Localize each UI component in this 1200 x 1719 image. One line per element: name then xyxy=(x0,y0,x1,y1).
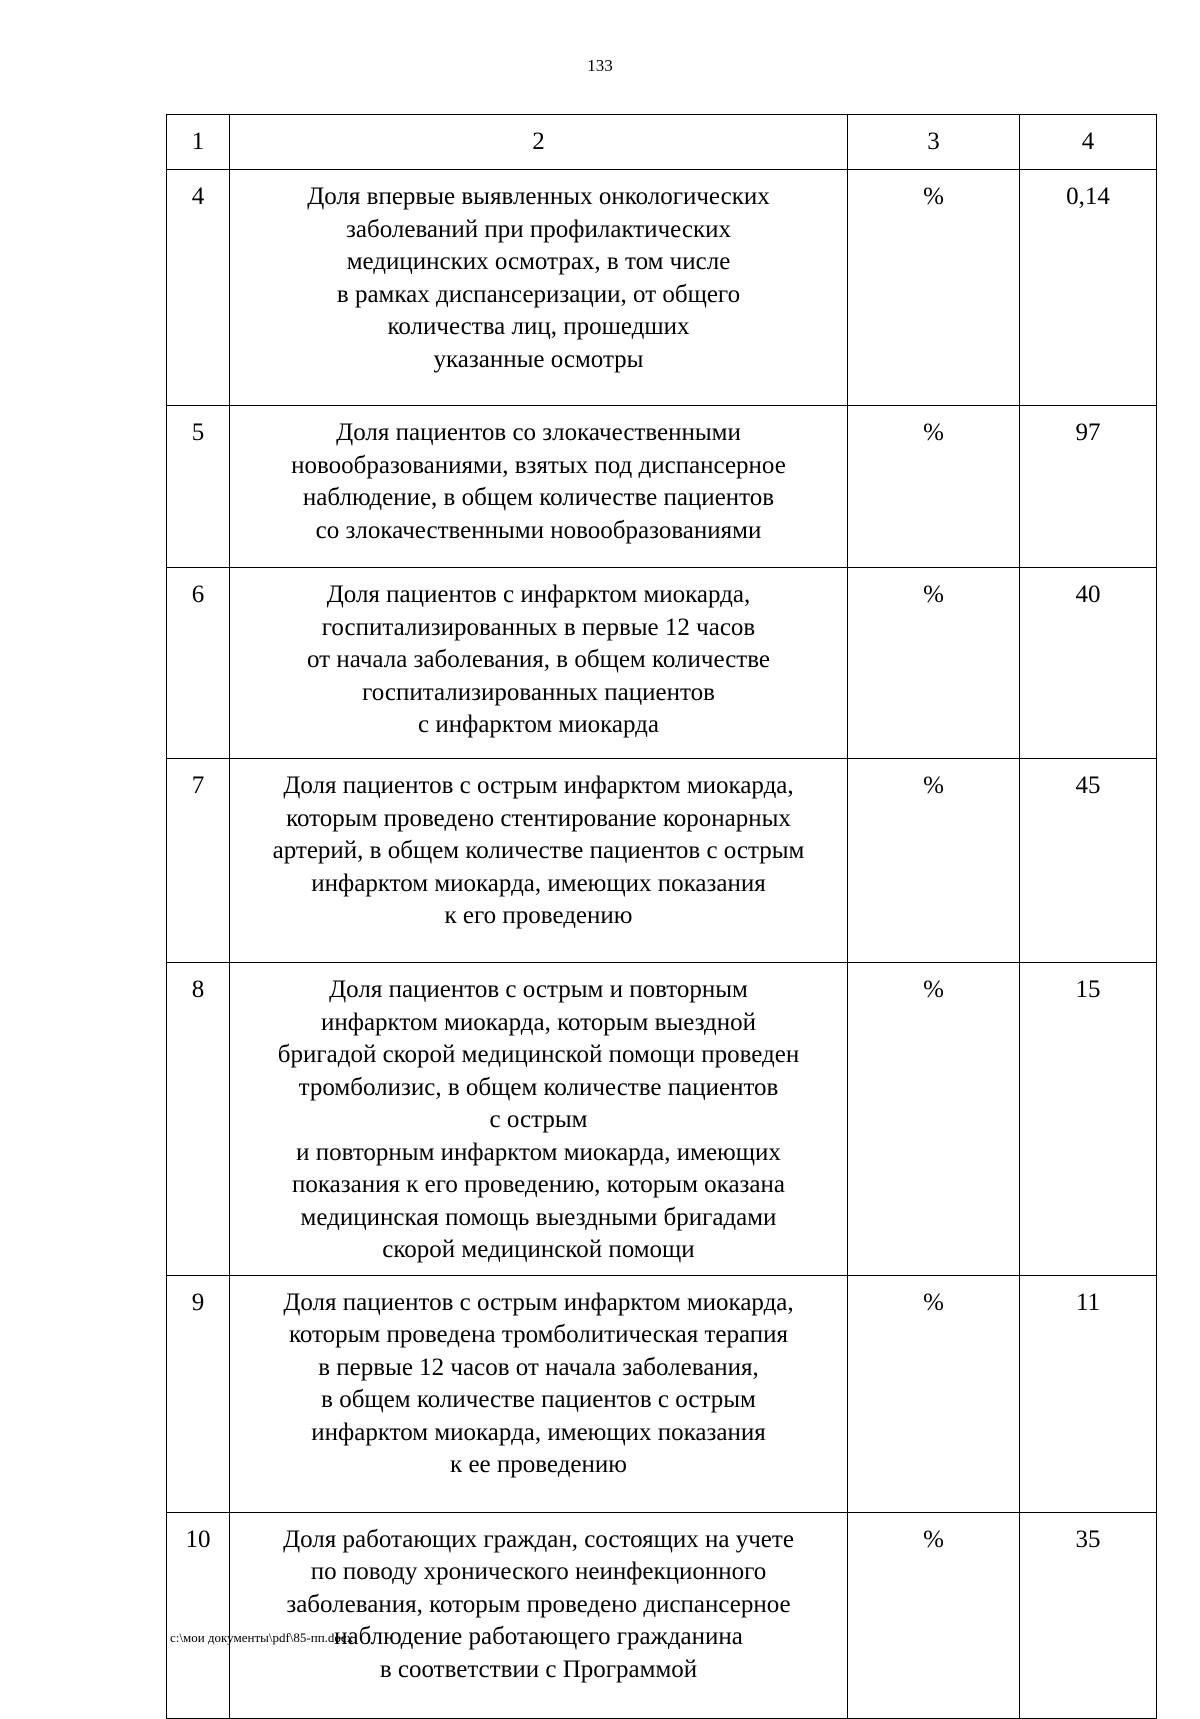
indicator-description-cell xyxy=(230,1275,848,1512)
indicator-description-cell xyxy=(230,963,848,1276)
unit-cell: % xyxy=(848,1275,1020,1512)
description-line: Доля пациентов с острым инфарктом миокарда, xyxy=(283,772,794,799)
description-line: Доля работающих граждан, состоящих на учете xyxy=(283,1525,794,1553)
indicator-description-cell xyxy=(230,568,848,759)
description-line: в первые 12 часов от начала заболевания, xyxy=(318,1353,759,1381)
indicator-description-cell xyxy=(230,759,848,963)
unit-cell: % xyxy=(848,1512,1020,1718)
value-cell: 11 xyxy=(1020,1275,1157,1512)
unit-cell: % xyxy=(848,759,1020,963)
description-line: инфарктом миокарда, имеющих показания xyxy=(311,1418,766,1446)
description-line: Доля пациентов с инфарктом миокарда, xyxy=(326,581,751,608)
row-number-cell: 5 xyxy=(167,406,230,568)
unit-cell: % xyxy=(848,568,1020,759)
description-line: по поводу хронического неинфекционного xyxy=(310,1558,767,1585)
description-line: артерий, в общем количестве пациентов с острым xyxy=(272,837,805,864)
table-row xyxy=(167,1512,1157,1718)
description-line: от начала заболевания, в общем количестве xyxy=(307,646,770,673)
description-line: в рамках диспансеризации, от общего xyxy=(336,280,741,308)
description-line: госпитализированных в первые 12 часов xyxy=(321,613,756,641)
row-number-cell: 4 xyxy=(167,170,230,406)
footer-file-path: c:\мои документы\pdf\85-пп.docx xyxy=(170,1630,354,1645)
row-number-cell: 10 xyxy=(167,1512,230,1718)
description-line: тромболизис, в общем количестве пациентов xyxy=(298,1073,779,1101)
description-line: к ее проведению xyxy=(450,1451,627,1478)
value-cell: 40 xyxy=(1020,568,1157,759)
table-row xyxy=(167,759,1157,963)
unit-cell: % xyxy=(848,170,1020,406)
header-cell-4: 4 xyxy=(1020,115,1157,170)
description-line: указанные осмотры xyxy=(433,345,644,373)
description-line: в соответствии с Программой xyxy=(379,1655,698,1683)
header-cell-3: 3 xyxy=(848,115,1020,170)
table-row xyxy=(167,406,1157,568)
description-line: количества лиц, прошедших xyxy=(387,313,690,340)
table-row xyxy=(167,963,1157,1276)
description-line: наблюдение, в общем количестве пациентов xyxy=(302,484,775,511)
description-line: Доля впервые выявленных онкологических xyxy=(307,183,770,210)
description-line: которым проведено стентирование коронарных xyxy=(286,804,791,832)
header-cell-2: 2 xyxy=(230,115,848,170)
description-line: бригадой скорой медицинской помощи проведен xyxy=(277,1041,800,1068)
value-cell: 0,14 xyxy=(1020,170,1157,406)
row-number-cell: 9 xyxy=(167,1275,230,1512)
description-line: с инфарктом миокарда xyxy=(418,711,659,738)
description-line: в общем количестве пациентов с острым xyxy=(321,1386,756,1413)
description-line: с острым xyxy=(489,1106,588,1133)
description-line: заболеваний при профилактических xyxy=(346,215,731,243)
description-line: показания к его проведению, которым оказана xyxy=(292,1171,785,1198)
unit-cell: % xyxy=(848,406,1020,568)
header-cell-1: 1 xyxy=(167,115,230,170)
description-line: госпитализированных пациентов xyxy=(362,678,715,706)
table-header-row xyxy=(167,115,1157,170)
table-row xyxy=(167,1275,1157,1512)
value-cell: 45 xyxy=(1020,759,1157,963)
unit-cell: % xyxy=(848,963,1020,1276)
indicator-description-cell xyxy=(230,1512,848,1718)
description-line: медицинская помощь выездными бригадами xyxy=(300,1203,777,1231)
table-row xyxy=(167,568,1157,759)
description-line: Доля пациентов с острым и повторным xyxy=(329,976,748,1003)
description-line: наблюдение работающего гражданина xyxy=(334,1623,743,1650)
description-line: со злокачественными новообразованиями xyxy=(315,516,762,544)
description-line: которым проведена тромболитическая терапия xyxy=(288,1321,789,1348)
description-line: к его проведению xyxy=(444,902,633,929)
row-number-cell: 8 xyxy=(167,963,230,1276)
description-line: новообразованиями, взятых под диспансерное xyxy=(291,451,786,479)
description-line: инфарктом миокарда, которым выездной xyxy=(320,1008,757,1036)
description-line: Доля пациентов со злокачественными xyxy=(336,419,741,446)
value-cell: 15 xyxy=(1020,963,1157,1276)
description-line: Доля пациентов с острым инфарктом миокарда, xyxy=(283,1288,794,1316)
row-number-cell: 7 xyxy=(167,759,230,963)
description-line: инфарктом миокарда, имеющих показания xyxy=(311,869,766,897)
description-line: медицинских осмотрах, в том числе xyxy=(346,248,731,275)
indicator-description-cell xyxy=(230,170,848,406)
value-cell: 35 xyxy=(1020,1512,1157,1718)
indicator-description-cell xyxy=(230,406,848,568)
description-line: заболевания, которым проведено диспансерное xyxy=(286,1590,791,1618)
row-number-cell: 6 xyxy=(167,568,230,759)
table-row xyxy=(167,170,1157,406)
description-line: скорой медицинской помощи xyxy=(382,1236,695,1263)
value-cell: 97 xyxy=(1020,406,1157,568)
indicators-table xyxy=(166,114,1157,1719)
page-number: 133 xyxy=(587,56,613,75)
description-line: и повторным инфарктом миокарда, имеющих xyxy=(296,1138,781,1166)
